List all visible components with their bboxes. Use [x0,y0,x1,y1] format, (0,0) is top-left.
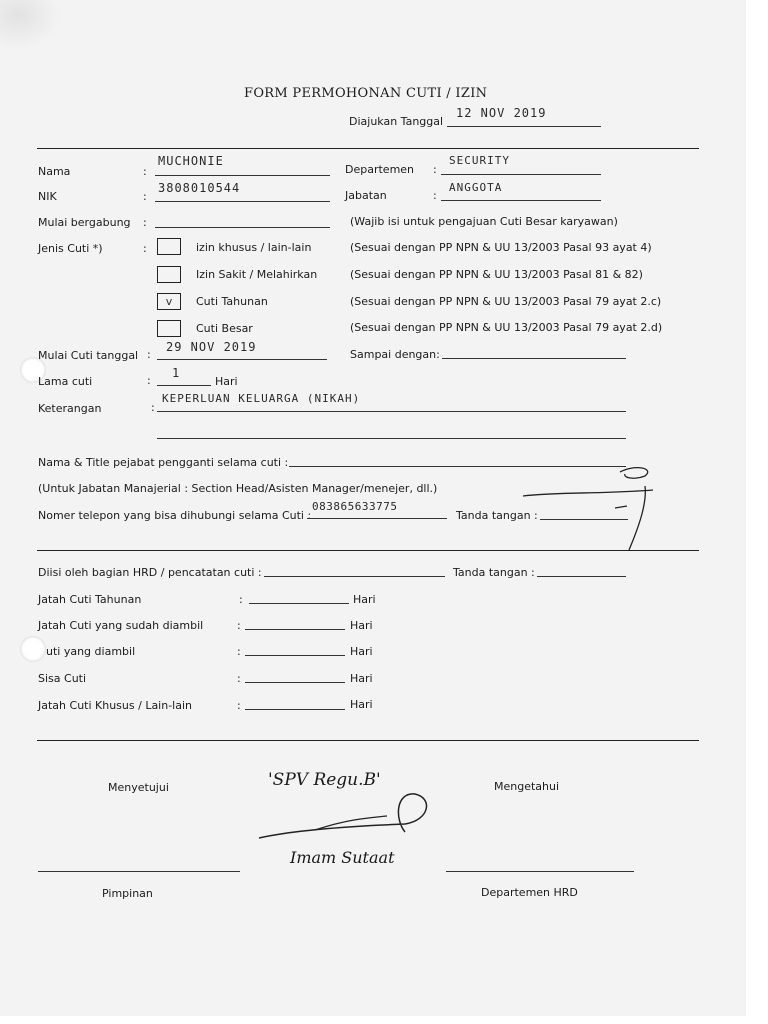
leave-type-colon: : [143,242,147,255]
hrd-signature-line[interactable] [537,576,626,577]
hrd-row-unit: Hari [350,698,373,711]
signer-name: Imam Sutaat [290,848,395,867]
remarks-value[interactable]: KEPERLUAN KELUARGA (NIKAH) [162,392,361,405]
start-date-colon: : [147,348,151,361]
hrd-filled-line[interactable] [264,576,445,577]
end-date-line[interactable] [442,358,626,359]
hrd-signature-label: Tanda tangan : [453,566,535,579]
nik-value[interactable]: 3808010544 [158,181,241,195]
nik-label: NIK [38,190,57,203]
special-leave-label: izin khusus / lain-lain [196,241,312,254]
checkbox-special-leave[interactable] [157,238,181,255]
phone-line [307,518,447,519]
handwritten-note: 'SPV Regu.B' [268,770,381,790]
position-label: Jabatan [345,189,387,202]
hrd-row-line[interactable] [245,682,345,683]
duration-unit: Hari [215,375,238,388]
hrd-approval-line[interactable] [446,871,634,872]
hrd-row-unit: Hari [350,645,373,658]
long-leave-label: Cuti Besar [196,322,253,335]
section-divider-hrd [37,550,699,551]
punch-hole-bottom [20,636,46,662]
remarks-line-2[interactable] [157,438,626,439]
hrd-department-label: Departemen HRD [481,886,578,899]
end-date-label: Sampai dengan: [350,348,440,361]
joined-line[interactable] [155,227,330,228]
applicant-signature-mark [495,462,665,557]
hrd-row-line[interactable] [249,603,349,604]
nik-colon: : [143,190,147,203]
hrd-row-label: Jatah Cuti Khusus / Lain-lain [38,699,193,712]
leave-type-label: Jenis Cuti *) [38,242,103,255]
position-value[interactable]: ANGGOTA [449,181,503,194]
joined-note: (Wajib isi untuk pengajuan Cuti Besar karyawan) [350,215,618,228]
hrd-filled-label: Diisi oleh bagian HRD / pencatatan cuti : [38,566,262,579]
remarks-line-1 [157,411,626,412]
position-colon: : [433,189,437,202]
name-value[interactable]: MUCHONIE [158,154,224,168]
checkbox-annual-leave[interactable]: v [157,293,181,310]
sick-leave-label: Izin Sakit / Melahirkan [196,268,318,281]
hrd-row-line[interactable] [245,629,345,630]
duration-colon: : [147,374,151,387]
section-divider-approval [37,740,699,741]
duration-line [157,385,211,386]
hrd-row-colon: : [237,699,241,712]
header-divider [37,148,699,149]
checkbox-sick-leave[interactable] [157,266,181,283]
start-date-label: Mulai Cuti tanggal [38,349,139,362]
applicant-signature-label: Tanda tangan : [456,509,538,522]
hrd-row-line[interactable] [245,655,345,656]
replacement-label: Nama & Title pejabat pengganti selama cuti : [38,456,289,469]
department-colon: : [433,163,437,176]
hrd-row-colon: : [237,645,241,658]
hrd-row-unit: Hari [350,672,373,685]
hrd-row-line[interactable] [245,709,345,710]
hrd-row-unit: Hari [350,619,373,632]
checkbox-long-leave[interactable] [157,320,181,337]
annual-leave-note: (Sesuai dengan PP NPN & UU 13/2003 Pasal 79 ayat 2.c) [350,295,662,308]
long-leave-note: (Sesuai dengan PP NPN & UU 13/2003 Pasal 79 ayat 2.d) [350,321,663,334]
name-colon: : [143,165,147,178]
hrd-row-label: Jatah Cuti Tahunan [38,593,142,606]
start-date-value[interactable]: 29 NOV 2019 [166,340,257,354]
submitted-date-line [447,126,601,127]
acknowledge-label: Mengetahui [494,780,560,793]
hrd-row-unit: Hari [353,593,376,606]
duration-value[interactable]: 1 [172,366,181,380]
department-value[interactable]: SECURITY [449,154,510,167]
annual-leave-label: Cuti Tahunan [196,295,268,308]
leader-signature-line[interactable] [38,871,240,872]
department-line [441,174,601,175]
phone-label: Nomer telepon yang bisa dihubungi selama Cuti : [38,509,312,522]
hrd-row-colon: : [237,619,241,632]
position-line [441,200,601,201]
approve-label: Menyetujui [108,781,169,794]
joined-colon: : [143,216,147,229]
remarks-label: Keterangan [38,402,102,415]
hrd-row-label: uti yang diambil [46,645,136,658]
special-leave-note: (Sesuai dengan PP NPN & UU 13/2003 Pasal 93 ayat 4) [350,241,652,254]
name-line [155,175,330,176]
paper-wrinkle [0,0,60,50]
nik-line [155,201,330,202]
start-date-line [157,359,327,360]
joined-label: Mulai bergabung [38,216,131,229]
sick-leave-note: (Sesuai dengan PP NPN & UU 13/2003 Pasal 81 & 82) [350,268,643,281]
hrd-row-colon: : [237,672,241,685]
name-label: Nama [38,165,71,178]
hrd-row-label: Sisa Cuti [38,672,87,685]
submitted-date-value[interactable]: 12 NOV 2019 [456,106,547,120]
duration-label: Lama cuti [38,375,93,388]
hrd-row-label: Jatah Cuti yang sudah diambil [38,619,204,632]
leader-label: Pimpinan [102,887,153,900]
submitted-date-label: Diajukan Tanggal [349,115,444,128]
hrd-row-colon: : [239,593,243,606]
form-title: FORM PERMOHONAN CUTI / IZIN [244,86,488,101]
approver-signature-mark [255,790,435,850]
department-label: Departemen [345,163,415,176]
phone-value[interactable]: 083865633775 [312,500,398,513]
replacement-note: (Untuk Jabatan Manajerial : Section Head/Asisten Manager/menejer, dll.) [38,482,438,495]
remarks-colon: : [151,401,155,414]
